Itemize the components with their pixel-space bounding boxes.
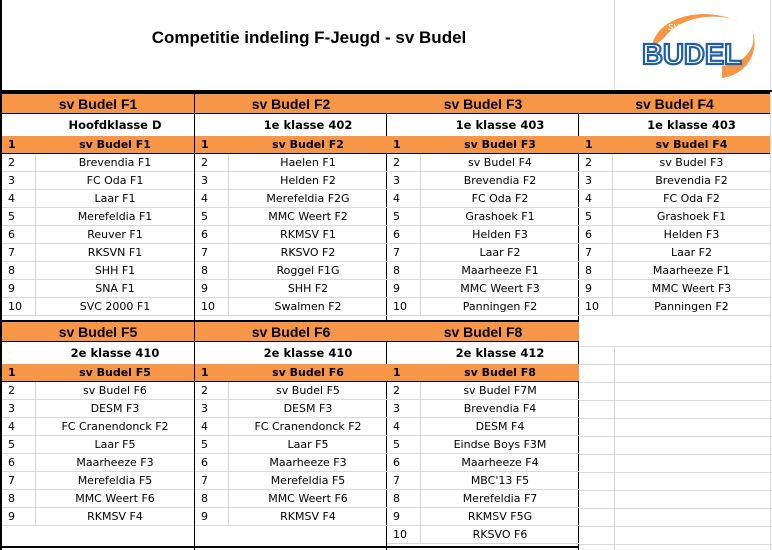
team-name: Helden F3: [472, 228, 528, 241]
table-row[interactable]: [579, 154, 770, 172]
team-name: Haelen F1: [280, 156, 336, 169]
rank-number: 2: [2, 382, 36, 399]
league-class: 1e klasse 402: [263, 118, 353, 132]
table-row[interactable]: [2, 244, 194, 262]
own-team-row[interactable]: [195, 136, 387, 154]
rank-number: 8: [387, 490, 421, 507]
rank-number: 4: [387, 190, 421, 207]
logo-name: BUDEL: [642, 39, 742, 71]
rank-number: 9: [579, 280, 613, 297]
table-row[interactable]: [2, 382, 194, 400]
team-name: RKMSV F1: [280, 228, 336, 241]
table-row[interactable]: [387, 526, 579, 544]
team-name: Laar F1: [94, 192, 136, 205]
team-name: MMC Weert F2: [268, 210, 348, 223]
table-row[interactable]: [579, 172, 770, 190]
own-team-row[interactable]: [387, 364, 579, 382]
team-name: RKMSV F4: [280, 510, 336, 523]
table-row[interactable]: [387, 454, 579, 472]
team-header[interactable]: sv Budel F4: [579, 92, 770, 114]
table-row[interactable]: [195, 154, 387, 172]
team-name: Grashoek F1: [656, 210, 727, 223]
league-class: 1e klasse 403: [455, 118, 545, 132]
team-name: Reuver F1: [87, 228, 143, 241]
team-name: Maarheeze F3: [76, 456, 154, 469]
rank-number: 4: [2, 418, 36, 435]
team-name: Grashoek F1: [465, 210, 535, 223]
rank-number: 4: [195, 190, 229, 207]
team-name: FC Oda F2: [663, 192, 720, 205]
team-name: Helden F3: [663, 228, 720, 241]
league-class-row[interactable]: [195, 342, 387, 364]
table-row[interactable]: [387, 490, 579, 508]
table-row[interactable]: [195, 208, 387, 226]
team-name: MMC Weert F6: [268, 492, 348, 505]
table-row[interactable]: [195, 172, 387, 190]
rank-number: 1: [201, 138, 209, 151]
team-name: Merefeldia F7: [462, 492, 538, 505]
league-class-row[interactable]: [2, 342, 194, 364]
table-row[interactable]: [195, 418, 387, 436]
rank-number: 7: [579, 244, 613, 261]
team-name: DESM F3: [90, 402, 140, 415]
team-name: Maarheeze F4: [461, 456, 539, 469]
table-row[interactable]: [2, 436, 194, 454]
team-name: sv Budel F6: [272, 366, 344, 379]
team-name: SHH F1: [94, 264, 136, 277]
table-row[interactable]: [2, 490, 194, 508]
rank-number: 2: [387, 382, 421, 399]
team-name: FC Cranendonck F2: [61, 420, 169, 433]
team-block: [2, 320, 194, 526]
league-class: 2e klasse 412: [455, 346, 545, 360]
team-name: RKSVO F2: [280, 246, 336, 259]
table-row[interactable]: [387, 508, 579, 526]
team-name: sv Budel F5: [79, 366, 151, 379]
rank-number: 8: [195, 262, 229, 279]
league-class-row[interactable]: [387, 114, 579, 136]
rank-number: 2: [579, 154, 613, 171]
rank-number: 3: [195, 172, 229, 189]
rank-number: 10: [579, 298, 613, 315]
league-class: Hoofdklasse D: [68, 118, 162, 132]
rank-number: 9: [2, 280, 36, 297]
own-team-row[interactable]: [195, 364, 387, 382]
team-name: sv Budel F3: [464, 138, 536, 151]
team-name: Maarheeze F1: [461, 264, 539, 277]
team-block: [579, 92, 770, 316]
table-row[interactable]: [387, 382, 579, 400]
rank-number: 3: [579, 172, 613, 189]
team-name: Brevendia F2: [655, 174, 728, 187]
table-row[interactable]: [2, 454, 194, 472]
table-row[interactable]: [387, 472, 579, 490]
team-block: [2, 92, 194, 316]
team-name: Laar F2: [671, 246, 712, 259]
rank-number: 9: [195, 508, 229, 525]
team-name: sv Budel F3: [659, 156, 724, 169]
team-block: [387, 320, 579, 544]
table-row[interactable]: [195, 244, 387, 262]
table-row[interactable]: [2, 508, 194, 526]
rank-number: 8: [195, 490, 229, 507]
table-row[interactable]: [2, 400, 194, 418]
team-name: Laar F5: [287, 438, 329, 451]
rank-number: 6: [579, 226, 613, 243]
league-class-row[interactable]: [387, 342, 579, 364]
table-row[interactable]: [387, 280, 579, 298]
league-class-row[interactable]: [2, 114, 194, 136]
team-name: sv Budel F6: [83, 384, 147, 397]
table-row[interactable]: [579, 244, 770, 262]
rank-number: 10: [387, 526, 421, 543]
team-name: sv Budel F4: [655, 138, 728, 151]
table-row[interactable]: [387, 154, 579, 172]
rank-number: 9: [2, 508, 36, 525]
rank-number: 3: [387, 400, 421, 417]
rank-number: 1: [8, 366, 16, 379]
team-name: sv Budel F1: [79, 138, 151, 151]
rank-number: 8: [387, 262, 421, 279]
team-name: SVC 2000 F1: [79, 300, 151, 313]
team-name: MMC Weert F3: [651, 282, 732, 295]
team-name: MMC Weert F3: [460, 282, 540, 295]
team-block: [195, 92, 387, 316]
rank-number: 8: [579, 262, 613, 279]
team-name: Maarheeze F1: [652, 264, 731, 277]
table-row[interactable]: [2, 172, 194, 190]
own-team-row[interactable]: [387, 136, 579, 154]
league-class-row[interactable]: [195, 114, 387, 136]
rank-number: 10: [2, 298, 36, 315]
team-name: Panningen F2: [654, 300, 729, 313]
team-name: sv Budel F5: [276, 384, 340, 397]
rank-number: 5: [2, 436, 36, 453]
rank-number: 2: [2, 154, 36, 171]
rank-number: 7: [2, 472, 36, 489]
league-class: 1e klasse 403: [647, 118, 736, 132]
table-row[interactable]: [579, 226, 770, 244]
rank-number: 9: [387, 508, 421, 525]
team-name: FC Oda F1: [86, 174, 144, 187]
rank-number: 6: [2, 454, 36, 471]
rank-number: 1: [585, 138, 593, 151]
rank-number: 5: [387, 436, 421, 453]
team-name: sv Budel F7M: [463, 384, 537, 397]
table-row[interactable]: [2, 280, 194, 298]
rank-number: 7: [387, 472, 421, 489]
table-row[interactable]: [2, 298, 194, 316]
team-name: Helden F2: [280, 174, 336, 187]
team-header[interactable]: sv Budel F8: [387, 320, 579, 342]
team-name: sv Budel F8: [464, 366, 536, 379]
team-name: SHH F2: [287, 282, 329, 295]
rank-number: 8: [2, 490, 36, 507]
table-row[interactable]: [195, 436, 387, 454]
rank-number: 6: [387, 226, 421, 243]
rank-number: 6: [195, 226, 229, 243]
table-row[interactable]: [579, 280, 770, 298]
team-name: Roggel F1G: [276, 264, 340, 277]
team-name: RKMSV F4: [87, 510, 143, 523]
rank-number: 9: [195, 280, 229, 297]
rank-number: 4: [195, 418, 229, 435]
table-row[interactable]: [195, 280, 387, 298]
team-name: FC Oda F2: [471, 192, 529, 205]
team-name: RKMSV F5G: [467, 510, 533, 523]
table-row[interactable]: [195, 298, 387, 316]
table-row[interactable]: [579, 190, 770, 208]
rank-number: 9: [387, 280, 421, 297]
rank-number: 7: [2, 244, 36, 261]
team-header[interactable]: sv Budel F2: [195, 92, 387, 114]
team-header[interactable]: sv Budel F1: [2, 92, 194, 114]
rank-number: 5: [2, 208, 36, 225]
rank-number: 3: [2, 172, 36, 189]
rank-number: 4: [2, 190, 36, 207]
team-name: FC Cranendonck F2: [254, 420, 362, 433]
table-row[interactable]: [195, 490, 387, 508]
team-name: Laar F5: [94, 438, 136, 451]
rank-number: 10: [195, 298, 229, 315]
table-row[interactable]: [195, 472, 387, 490]
table-row[interactable]: [579, 208, 770, 226]
rank-number: 10: [387, 298, 421, 315]
own-team-row[interactable]: [2, 136, 194, 154]
team-name: Eindse Boys F3M: [453, 438, 547, 451]
rank-number: 5: [387, 208, 421, 225]
table-row[interactable]: [387, 190, 579, 208]
team-name: Swalmen F2: [274, 300, 342, 313]
table-row[interactable]: [195, 400, 387, 418]
table-row[interactable]: [195, 226, 387, 244]
team-name: Merefeldia F5: [77, 474, 153, 487]
rank-number: 8: [2, 262, 36, 279]
team-name: Brevendia F1: [78, 156, 152, 169]
rank-number: 5: [579, 208, 613, 225]
rank-number: 1: [393, 366, 401, 379]
team-name: Panningen F2: [462, 300, 538, 313]
table-row[interactable]: [195, 508, 387, 526]
team-header[interactable]: sv Budel F3: [387, 92, 579, 114]
team-name: Merefeldia F2G: [266, 192, 350, 205]
team-block: [387, 92, 579, 316]
table-row[interactable]: [195, 190, 387, 208]
rank-number: 2: [195, 382, 229, 399]
rank-number: 1: [201, 366, 209, 379]
logo-sv-text: sv: [668, 21, 679, 33]
team-name: Brevendia F4: [463, 402, 537, 415]
table-row[interactable]: [195, 382, 387, 400]
table-row[interactable]: [387, 400, 579, 418]
team-name: MMC Weert F6: [75, 492, 155, 505]
sheet-title: Competitie indeling F-Jeugd - sv Budel: [151, 28, 467, 47]
table-row[interactable]: [195, 262, 387, 280]
team-name: MBC'13 F5: [470, 474, 530, 487]
team-name: Laar F2: [479, 246, 521, 259]
table-row[interactable]: [2, 226, 194, 244]
table-row[interactable]: [195, 454, 387, 472]
rank-number: 1: [8, 138, 16, 151]
team-name: DESM F4: [475, 420, 525, 433]
team-name: sv Budel F4: [468, 156, 532, 169]
table-row[interactable]: [387, 298, 579, 316]
table-row[interactable]: [387, 172, 579, 190]
rank-number: 3: [195, 400, 229, 417]
team-name: RKSVN F1: [87, 246, 143, 259]
own-team-row[interactable]: [2, 364, 194, 382]
team-name: DESM F3: [283, 402, 333, 415]
rank-number: 7: [387, 244, 421, 261]
table-row[interactable]: [2, 262, 194, 280]
table-row[interactable]: [387, 262, 579, 280]
team-header[interactable]: sv Budel F6: [195, 320, 387, 342]
rank-number: 5: [195, 208, 229, 225]
rank-number: 2: [195, 154, 229, 171]
sv-budel-logo: [634, 8, 764, 86]
rank-number: 7: [195, 244, 229, 261]
rank-number: 2: [387, 154, 421, 171]
table-row[interactable]: [387, 244, 579, 262]
team-name: Merefeldia F1: [77, 210, 153, 223]
team-name: sv Budel F2: [272, 138, 344, 151]
own-team-row[interactable]: [579, 136, 770, 154]
league-class: 2e klasse 410: [70, 346, 160, 360]
table-row[interactable]: [2, 208, 194, 226]
table-row[interactable]: [2, 418, 194, 436]
team-block: [195, 320, 387, 526]
table-row[interactable]: [387, 418, 579, 436]
team-name: SNA F1: [95, 282, 135, 295]
rank-number: 6: [387, 454, 421, 471]
table-row[interactable]: [2, 190, 194, 208]
rank-number: 7: [195, 472, 229, 489]
rank-number: 5: [195, 436, 229, 453]
rank-number: 4: [579, 190, 613, 207]
team-name: Maarheeze F3: [269, 456, 347, 469]
rank-number: 6: [195, 454, 229, 471]
rank-number: 3: [2, 400, 36, 417]
table-row[interactable]: [387, 208, 579, 226]
table-row[interactable]: [579, 298, 770, 316]
team-header[interactable]: sv Budel F5: [2, 320, 194, 342]
table-row[interactable]: [2, 154, 194, 172]
rank-number: 6: [2, 226, 36, 243]
team-name: Brevendia F2: [463, 174, 537, 187]
table-row[interactable]: [387, 226, 579, 244]
team-name: Merefeldia F5: [270, 474, 346, 487]
league-class: 2e klasse 410: [263, 346, 353, 360]
table-row[interactable]: [579, 262, 770, 280]
team-name: RKSVO F6: [472, 528, 528, 541]
league-class-row[interactable]: [579, 114, 770, 136]
rank-number: 4: [387, 418, 421, 435]
table-row[interactable]: [2, 472, 194, 490]
table-row[interactable]: [387, 436, 579, 454]
rank-number: 3: [387, 172, 421, 189]
rank-number: 1: [393, 138, 401, 151]
